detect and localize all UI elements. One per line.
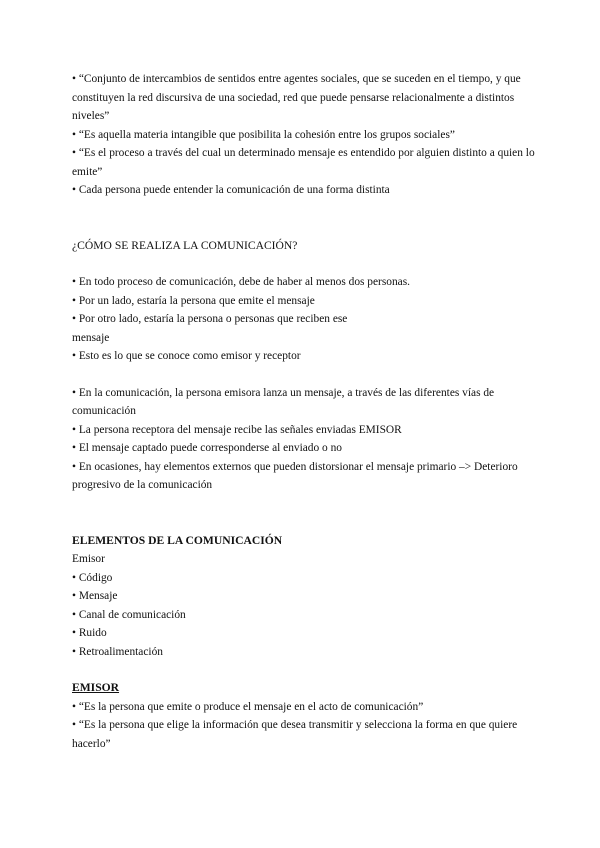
definition-item: • “Es aquella materia intangible que posibilita la cohesión entre los grupos sociales” (72, 128, 455, 141)
elements-section (72, 532, 542, 662)
emisor-section (72, 679, 542, 753)
how-item: • En ocasiones, hay elementos externos que pueden distorsionar el mensaje primario –> Deterioro progresivo de la comunicación (72, 460, 518, 491)
how-section-title: ¿CÓMO SE REALIZA LA COMUNICACIÓN? (72, 238, 298, 252)
spacer (72, 495, 542, 532)
emisor-section-title: EMISOR (72, 681, 120, 694)
how-item: • En todo proceso de comunicación, debe de haber al menos dos personas. (72, 276, 411, 288)
spacer (72, 255, 542, 273)
how-item: • El mensaje captado puede corresponderse al enviado o no (72, 442, 342, 454)
document-page (72, 70, 542, 753)
how-item: • Por un lado, estaría la persona que emite el mensaje (72, 294, 315, 307)
definition-item: • “Conjunto de intercambios de sentidos entre agentes sociales, que se suceden en el tiempo, y que constituyen la red discursiva de una sociedad, red que puede pensarse relacionalmente a distintos niveles” (72, 73, 521, 122)
how-section (72, 237, 542, 495)
how-item: • Esto es lo que se conoce como emisor y receptor (72, 350, 301, 362)
emisor-item: • “Es la persona que elige la información que desea transmitir y selecciona la forma en que quiere hacerlo” (72, 719, 518, 750)
emisor-item: • “Es la persona que emite o produce el mensaje en el acto de comunicación” (72, 700, 424, 713)
elements-section-title: ELEMENTOS DE LA COMUNICACIÓN (72, 533, 283, 547)
how-item: • En la comunicación, la persona emisora lanza un mensaje, a través de las diferentes vías de comunicación (72, 386, 495, 417)
elements-item: Emisor (72, 553, 105, 565)
spacer (72, 200, 542, 237)
elements-item: • Ruido (72, 627, 107, 639)
how-item: mensaje (72, 331, 110, 344)
intro-definitions (72, 70, 542, 200)
elements-item: • Retroalimentación (72, 645, 163, 658)
spacer (72, 366, 542, 384)
elements-item: • Mensaje (72, 590, 118, 602)
how-item: • Por otro lado, estaría la persona o personas que reciben ese (72, 313, 348, 325)
elements-item: • Código (72, 571, 113, 584)
how-item: • La persona receptora del mensaje recibe las señales enviadas EMISOR (72, 423, 402, 436)
elements-item: • Canal de comunicación (72, 608, 186, 621)
definition-item: • “Es el proceso a través del cual un determinado mensaje es entendido por alguien distinto a quien lo emite” (72, 147, 535, 178)
spacer (72, 661, 542, 679)
definition-item: • Cada persona puede entender la comunicación de una forma distinta (72, 184, 390, 196)
